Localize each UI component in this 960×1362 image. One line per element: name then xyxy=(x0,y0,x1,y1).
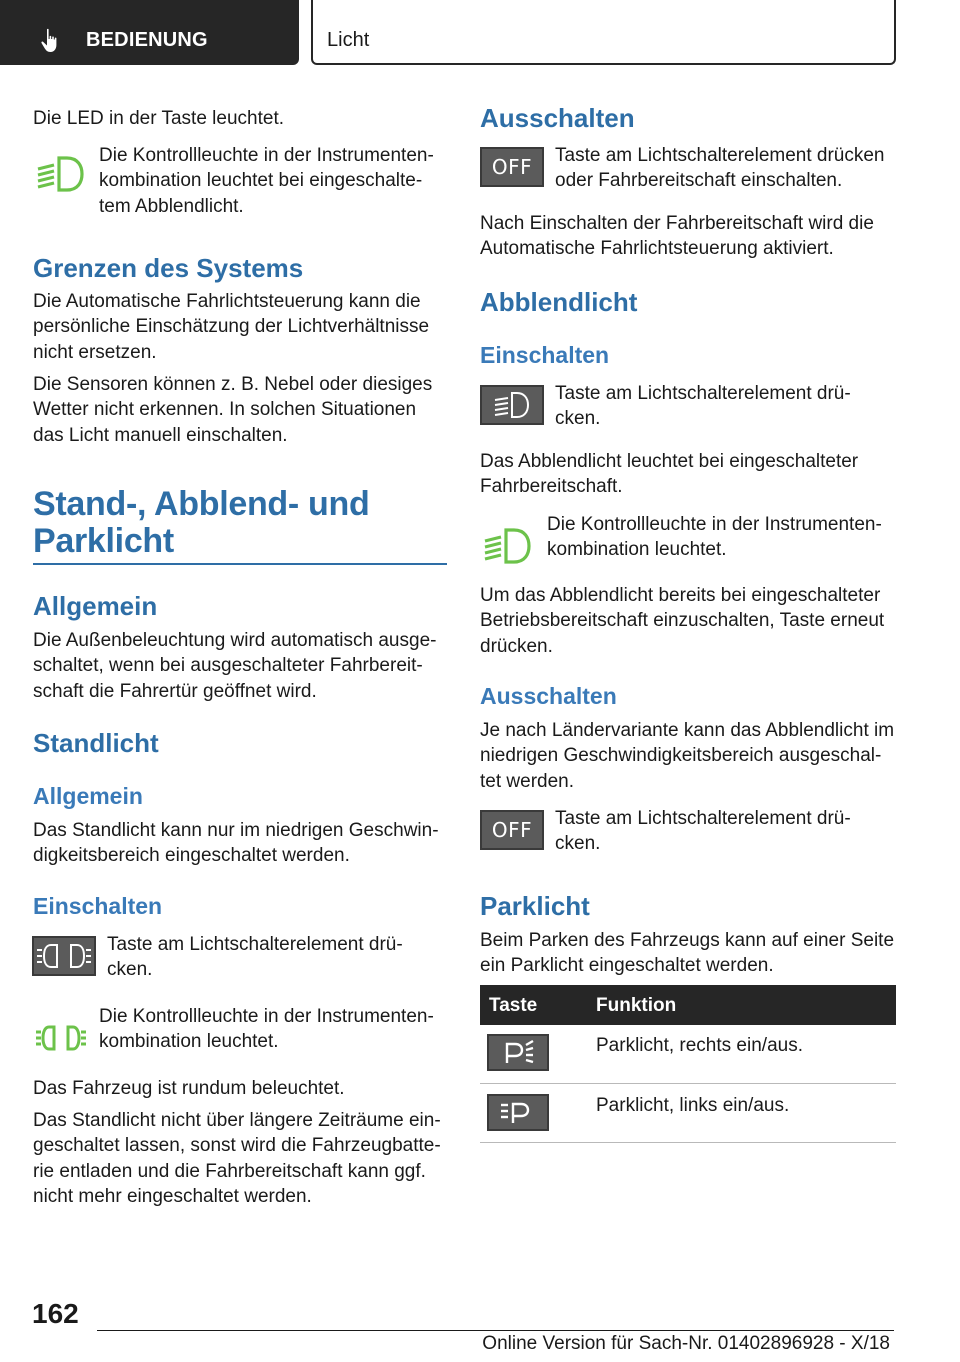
heading-abblendlicht: Abblendlicht xyxy=(480,287,638,317)
subheading-einschalten: Einschalten xyxy=(33,893,163,919)
paragraph: Das Standlicht kann nur im niedrigen Geschwin- digkeitsbereich eingeschaltet werden. xyxy=(33,820,439,867)
parking-light-left-icon xyxy=(493,1099,543,1127)
chapter-box xyxy=(311,0,896,65)
parking-light-left-button[interactable] xyxy=(487,1094,549,1131)
column-header-taste: Taste xyxy=(489,995,538,1016)
paragraph: Beim Parken des Fahrzeugs kann auf einer Seite ein Parklicht eingeschaltet werden. xyxy=(480,930,895,977)
section-label: BEDIENUNG xyxy=(86,29,208,51)
low-beam-button[interactable] xyxy=(480,385,544,425)
page-number: 162 xyxy=(32,1298,79,1329)
column-header-funktion: Funktion xyxy=(596,995,677,1016)
paragraph: Um das Abblendlicht bereits bei eingeschalteter Betriebsbereitschaft einzuschalten, Taste erneut drücken. xyxy=(480,585,885,657)
paragraph: Das Standlicht nicht über längere Zeiträume ein- geschaltet lassen, sonst wird die Fahrzeugbatte- rie entladen und die Fahrbereitschaft kann ggf. nicht mehr eingeschaltet werden. xyxy=(33,1110,441,1207)
paragraph: Das Fahrzeug ist rundum beleuchtet. xyxy=(33,1078,345,1099)
off-label: OFF xyxy=(491,155,533,179)
button-description: Taste am Lichtschalterelement drü- cken. xyxy=(555,383,851,430)
subheading-einschalten: Einschalten xyxy=(480,342,610,368)
paragraph: Die Automatische Fahrlichtsteuerung kann die persönliche Einschätzung der Lichtverhältnisse nicht ersetzen. xyxy=(33,291,430,363)
parking-light-icon xyxy=(35,941,93,971)
indicator-description: Die Kontrollleuchte in der Instrumenten- kombination leuchtet bei eingeschalte- tem Abblendlicht. xyxy=(99,145,434,217)
footer-rule xyxy=(97,1330,894,1331)
off-label: OFF xyxy=(491,818,533,842)
parking-light-indicator-icon xyxy=(36,1024,86,1052)
paragraph: Die LED in der Taste leuchtet. xyxy=(33,108,285,129)
footer-online-version: Online Version für Sach-Nr. 01402896928 - X/18 xyxy=(482,1333,890,1354)
indicator-description: Die Kontrollleuchte in der Instrumenten- kombination leuchtet. xyxy=(547,514,882,561)
parking-light-button[interactable] xyxy=(32,936,96,976)
paragraph: Nach Einschalten der Fahrbereitschaft wird die Automatische Fahrlichtsteuerung aktiviert. xyxy=(480,213,874,260)
table-row-divider xyxy=(480,1083,896,1084)
parking-light-right-icon xyxy=(493,1039,543,1067)
table-header xyxy=(480,985,896,1025)
paragraph: Die Sensoren können z. B. Nebel oder diesiges Wetter nicht erkennen. In solchen Situationen das Licht manuell einschalten. xyxy=(33,374,433,446)
hand-pointer-icon xyxy=(40,28,64,54)
button-description: Taste am Lichtschalterelement drü- cken. xyxy=(555,808,851,855)
paragraph: Die Außenbeleuchtung wird automatisch ausge- schaltet, wenn bei ausgeschalteter Fahrbereit- schaft die Fahrertür geöffnet wird. xyxy=(33,630,437,702)
button-description: Taste am Lichtschalterelement drü- cken. xyxy=(107,934,403,981)
low-beam-indicator-icon xyxy=(35,152,85,194)
paragraph: Je nach Ländervariante kann das Abblendlicht im niedrigen Geschwindigkeitsbereich ausgeschal- tet werden. xyxy=(480,720,895,792)
low-beam-icon xyxy=(486,390,538,420)
chapter-label: Licht xyxy=(327,29,370,51)
heading-allgemein: Allgemein xyxy=(33,591,158,621)
heading-ausschalten: Ausschalten xyxy=(480,103,635,133)
paragraph: Das Abblendlicht leuchtet bei eingeschalteter Fahrbereitschaft. xyxy=(480,451,859,498)
parking-light-right-button[interactable] xyxy=(487,1034,549,1071)
heading-grenzen: Grenzen des Systems xyxy=(33,253,304,283)
subheading-ausschalten: Ausschalten xyxy=(480,683,617,709)
table-row-divider xyxy=(480,1142,896,1143)
table-cell-funktion: Parklicht, links ein/aus. xyxy=(596,1095,790,1116)
button-description: Taste am Lichtschalterelement drücken oder Fahrbereitschaft einschalten. xyxy=(555,145,885,192)
indicator-description: Die Kontrollleuchte in der Instrumenten- kombination leuchtet. xyxy=(99,1006,434,1053)
chapter-heading: Stand-, Abblend- und Parklicht xyxy=(33,485,370,560)
heading-parklicht: Parklicht xyxy=(480,891,590,921)
heading-standlicht: Standlicht xyxy=(33,728,159,758)
table-cell-funktion: Parklicht, rechts ein/aus. xyxy=(596,1035,803,1056)
heading-rule xyxy=(33,563,447,565)
off-button[interactable] xyxy=(480,810,544,850)
section-tab[interactable] xyxy=(0,0,299,65)
off-button[interactable] xyxy=(480,147,544,187)
low-beam-indicator-icon xyxy=(482,524,532,566)
subheading-allgemein: Allgemein xyxy=(33,783,143,809)
